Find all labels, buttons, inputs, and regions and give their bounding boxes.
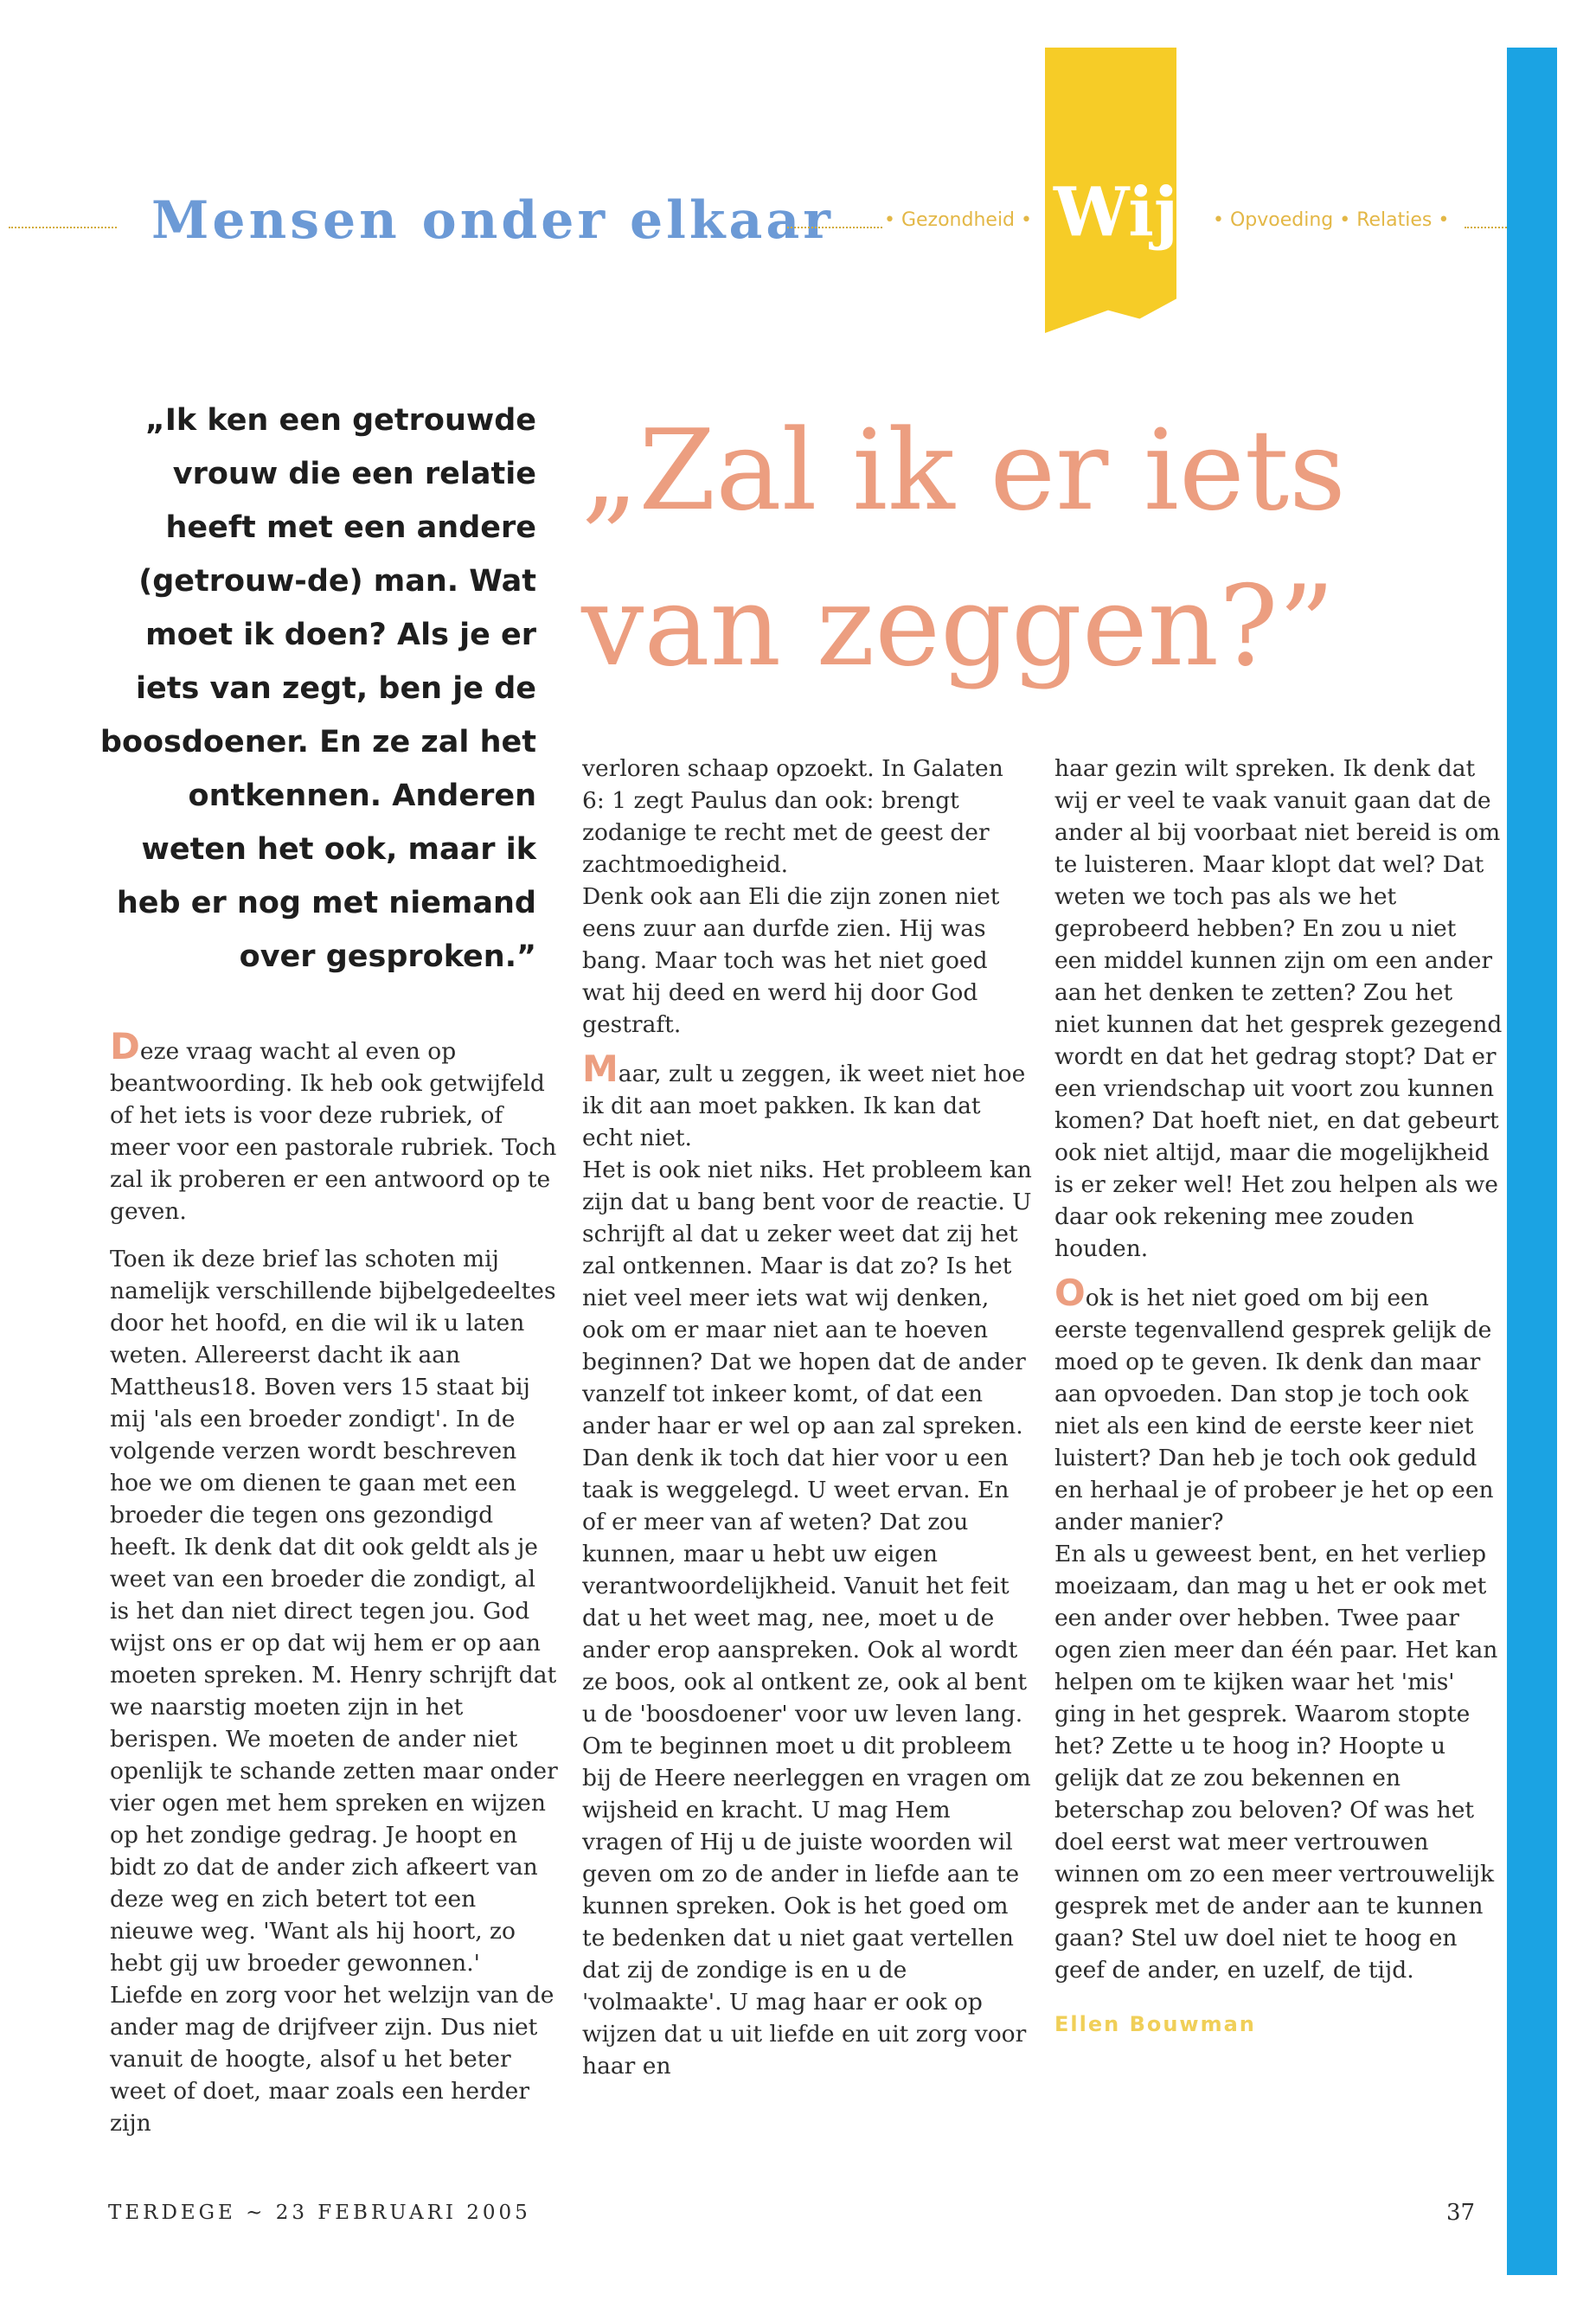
- tag-gezondheid: • Gezondheid •: [884, 209, 1032, 231]
- paragraph-text: ok is het niet goed om bij een eerste tegenvallend gesprek gelijk de moed op te geven. Ik denk dan maar aan opvoeden. Dan stop je toch ook niet als een kind de eerste keer niet luistert? Dan heb je toch ook geduld en herhaal je of probeer je het op een ander manier?: [1054, 1285, 1494, 1535]
- drop-cap: M: [582, 1048, 619, 1090]
- paragraph-text: eze vraag wacht al even op beantwoording. Ik heb ook getwijfeld of het iets is voor deze rubriek, of meer voor een pastorale rubriek. Toch zal ik proberen er een antwoord op te geven.: [110, 1038, 557, 1225]
- article-column-3: [1054, 753, 1504, 2041]
- paragraph: [582, 1048, 1032, 1154]
- paragraph: En als u geweest bent, en het verliep moeizaam, dan mag u het er ook met een ander over hebben. Twee paar ogen zien meer dan één paar. Het kan helpen om te kijken waar het 'mis' ging in het gesprek. Waarom stopte het? Zette u te hoog in? Hoopte u gelijk dat ze zou bekennen en beterschap zou beloven? Of was het doel eerst wat meer vertrouwen winnen om zo een meer vertrouwelijk gesprek met de ander aan te kunnen gaan? Stel uw doel niet te hoog en geef de ander, en uzelf, de tijd.: [1054, 1541, 1498, 1984]
- paragraph: verloren schaap opzoekt. In Galaten 6: 1 zegt Paulus dan ook: brengt zodanige te recht met de geest der zachtmoedigheid.: [582, 755, 1003, 878]
- article-column-1: [110, 1025, 560, 2139]
- headline: „Zal ik er iets van zeggen?”: [581, 407, 1346, 691]
- section-header: [0, 182, 1507, 268]
- drop-cap: D: [110, 1025, 140, 1067]
- wij-badge: Wij: [1054, 173, 1179, 252]
- drop-cap: O: [1054, 1272, 1086, 1314]
- tag-opvoeding-relaties: • Opvoeding • Relaties •: [1213, 209, 1450, 231]
- paragraph: Denk ook aan Eli die zijn zonen niet eens zuur aan durfde zien. Hij was bang. Maar toch was het niet goed wat hij deed en werd hij door God gestraft.: [582, 883, 1000, 1038]
- dotted-rule-left: [9, 227, 117, 228]
- paragraph: haar gezin wilt spreken. Ik denk dat wij er veel te vaak vanuit gaan dat de ander al bij voorbaat niet bereid is om te luisteren. Maar klopt dat wel? Dat weten we toch pas als we het geprobeerd hebben? En zou u niet een middel kunnen zijn om een ander aan het denken te zetten? Zou het niet kunnen dat het gesprek gezegend wordt en dat het gedrag stopt? Dat er een vriendschap uit voort zou kunnen komen? Dat hoeft niet, en dat gebeurt ook niet altijd, maar die mogelijkheid is er zeker wel! Het zou helpen als we daar ook rekening mee zouden houden.: [1054, 755, 1503, 1262]
- dotted-rule-right: [1465, 227, 1507, 228]
- paragraph-text: aar, zult u zeggen, ik weet niet hoe ik dit aan moet pakken. Ik kan dat echt niet.: [582, 1061, 1026, 1151]
- paragraph: [110, 1025, 560, 1227]
- page-number: 37: [1446, 2200, 1476, 2226]
- author-byline: Ellen Bouwman: [1054, 2012, 1256, 2036]
- blue-edge-bar: [1507, 48, 1557, 2275]
- intro-quote: „Ik ken een getrouwde vrouw die een relatie heeft met een andere (getrouw-de) man. Wat moet ik doen? Als je er iets van zegt, ben je de boosdoener. En ze zal het ontkennen. Anderen weten het ook, maar ik heb er nog met niemand over gesproken.”: [99, 403, 536, 974]
- dotted-rule-middle: [787, 227, 882, 228]
- paragraph: Toen ik deze brief las schoten mij namelijk verschillende bijbelgedeeltes door het hoofd, en die wil ik u laten weten. Allereerst dacht ik aan Mattheus18. Boven vers 15 staat bij mij 'als een broeder zondigt'. In de volgende verzen wordt beschreven hoe we om dienen te gaan met een broeder die tegen ons gezondigd heeft. Ik denk dat dit ook geldt als je weet van een broeder die zondigt, al is het dan niet direct tegen jou. God wijst ons er op dat wij hem er op aan moeten spreken. M. Henry schrijft dat we naarstig moeten zijn in het berispen. We moeten de ander niet openlijk te schande zetten maar onder vier ogen met hem spreken en wijzen op het zondige gedrag. Je hoopt en bidt zo dat de ander zich afkeert van deze weg en zich betert tot een nieuwe weg. 'Want als hij hoort, zo hebt gij uw broeder gewonnen.' Liefde en zorg voor het welzijn van de ander mag de drijfveer zijn. Dus niet vanuit de hoogte, alsof u het beter weet of doet, maar zoals een herder zijn: [110, 1246, 558, 2137]
- section-title: Mensen onder elkaar: [151, 190, 834, 251]
- paragraph: Het is ook niet niks. Het probleem kan zijn dat u bang bent voor de reactie. U schrijft al dat u zeker weet dat zij het zal ontkennen. Maar is dat zo? Is het niet veel meer iets wat wij denken, ook om er maar niet aan te hoeven beginnen? Dat we hopen dat de ander vanzelf tot inkeer komt, of dat een ander haar er wel op aan zal spreken. Dan denk ik toch dat hier voor u een taak is weggelegd. U weet ervan. En of er meer van af weten? Dat zou kunnen, maar u hebt uw eigen verantwoordelijkheid. Vanuit het feit dat u het weet mag, nee, moet u de ander erop aanspreken. Ook al wordt ze boos, ook al ontkent ze, ook al bent u de 'boosdoener' voor uw leven lang. Om te beginnen moet u dit probleem bij de Heere neerleggen en vragen om wijsheid en kracht. U mag Hem vragen of Hij u de juiste woorden wil geven om zo de ander in liefde aan te kunnen spreken. Ook is het goed om te bedenken dat u niet gaat vertellen dat zij de zondige is en u de 'volmaakte'. U mag haar er ook op wijzen dat u uit liefde en uit zorg voor haar en: [582, 1157, 1032, 2080]
- article-column-2: [582, 753, 1032, 2082]
- paragraph: [1054, 1272, 1504, 1538]
- publication-footer: TERDEGE ~ 23 FEBRUARI 2005: [108, 2202, 531, 2224]
